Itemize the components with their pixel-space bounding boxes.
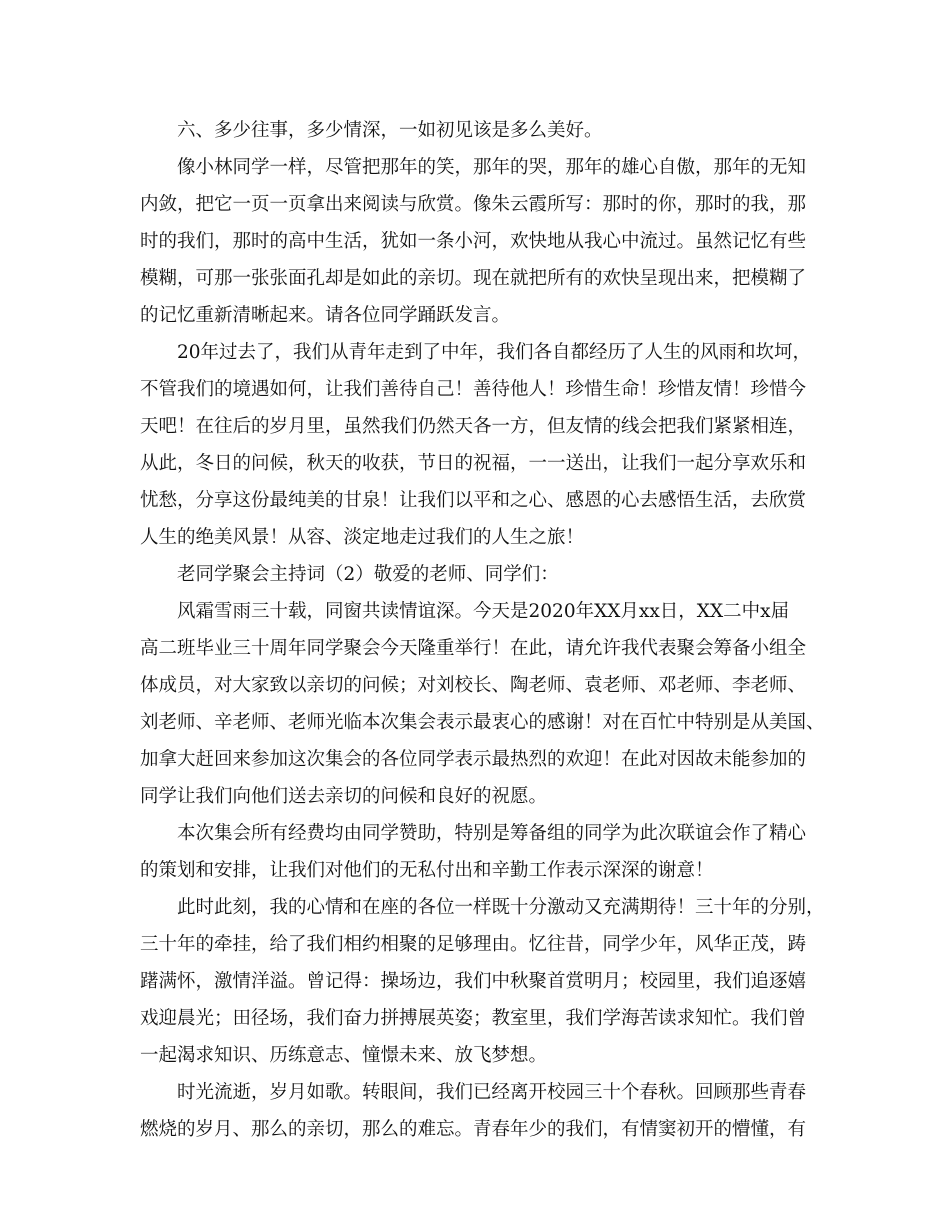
text-line: 内敛，把它一页一页拿出来阅读与欣赏。像朱云霞所写：那时的你，那时的我，那 (140, 194, 807, 215)
document-body (140, 112, 825, 1148)
paragraph (140, 889, 825, 1074)
text-line: 的记忆重新清晰起来。请各位同学踊跃发言。 (140, 305, 511, 326)
text-line: 体成员，对大家致以亲切的问候；对刘校长、陶老师、袁老师、邓老师、李老师、 (140, 675, 807, 696)
text-line: 戏迎晨光；田径场，我们奋力拼搏展英姿；教室里，我们学海苦读求知忙。我们曾 (140, 1008, 807, 1029)
paragraph (140, 149, 820, 334)
text-line: 加拿大赶回来参加这次集会的各位同学表示最热烈的欢迎！在此对因故未能参加的 (140, 749, 807, 770)
paragraph (140, 593, 825, 815)
text-line: 一起渴求知识、历练意志、憧憬未来、放飞梦想。 (140, 1045, 548, 1066)
text-line: 风霜雪雨三十载，同窗共读情谊深。今天是2020年XX月xx日，XX二中x届 (177, 601, 790, 622)
text-line: 人生的绝美风景！从容、淡定地走过我们的人生之旅！ (140, 527, 585, 548)
text-line: 三十年的牵挂，给了我们相约相聚的足够理由。忆往昔，同学少年，风华正茂，踌 (140, 934, 807, 955)
text-line: 忧愁，分享这份最纯美的甘泉！让我们以平和之心、感恩的心去感悟生活，去欣赏 (140, 490, 807, 511)
text-line: 模糊，可那一张张面孔却是如此的亲切。现在就把所有的欢快呈现出来，把模糊了 (140, 268, 807, 289)
text-line: 同学让我们向他们送去亲切的问候和良好的祝愿。 (140, 786, 548, 807)
text-line: 的策划和安排，让我们对他们的无私付出和辛勤工作表示深深的谢意！ (140, 860, 714, 881)
text-line: 刘老师、辛老师、老师光临本次集会表示最衷心的感谢！对在百忙中特别是从美国、 (140, 712, 825, 733)
paragraph (140, 112, 820, 149)
text-line: 从此，冬日的问候，秋天的收获，节日的祝福，一一送出，让我们一起分享欢乐和 (140, 453, 807, 474)
text-line: 像小林同学一样，尽管把那年的笑，那年的哭，那年的雄心自傲，那年的无知 (177, 157, 807, 178)
text-line: 此时此刻，我的心情和在座的各位一样既十分激动又充满期待！三十年的分别， (177, 897, 825, 918)
text-line: 高二班毕业三十周年同学聚会今天隆重举行！在此，请允许我代表聚会筹备小组全 (140, 638, 807, 659)
text-line: 20年过去了，我们从青年走到了中年，我们各自都经历了人生的风雨和坎坷， (177, 342, 812, 363)
text-line: 燃烧的岁月、那么的亲切，那么的难忘。青春年少的我们，有情窦初开的懵懂，有 (140, 1119, 807, 1140)
text-line: 躇满怀，激情洋溢。曾记得：操场边，我们中秋聚首赏明月；校园里，我们追逐嬉 (140, 971, 807, 992)
text-line: 时的我们，那时的高中生活，犹如一条小河，欢快地从我心中流过。虽然记忆有些 (140, 231, 807, 252)
text-line: 天吧！在往后的岁月里，虽然我们仍然天各一方，但友情的线会把我们紧紧相连， (140, 416, 807, 437)
text-line: 时光流逝，岁月如歌。转眼间，我们已经离开校园三十个春秋。回顾那些青春 (177, 1082, 807, 1103)
paragraph (140, 815, 820, 889)
text-line: 不管我们的境遇如何，让我们善待自己！善待他人！珍惜生命！珍惜友情！珍惜今 (140, 379, 807, 400)
paragraph (140, 1074, 820, 1148)
text-line: 老同学聚会主持词（2）敬爱的老师、同学们： (177, 564, 559, 585)
paragraph (140, 334, 820, 556)
text-line: 六、多少往事，多少情深，一如初见该是多么美好。 (177, 120, 603, 141)
paragraph (140, 556, 820, 593)
text-line: 本次集会所有经费均由同学赞助，特别是筹备组的同学为此次联谊会作了精心 (177, 823, 807, 844)
